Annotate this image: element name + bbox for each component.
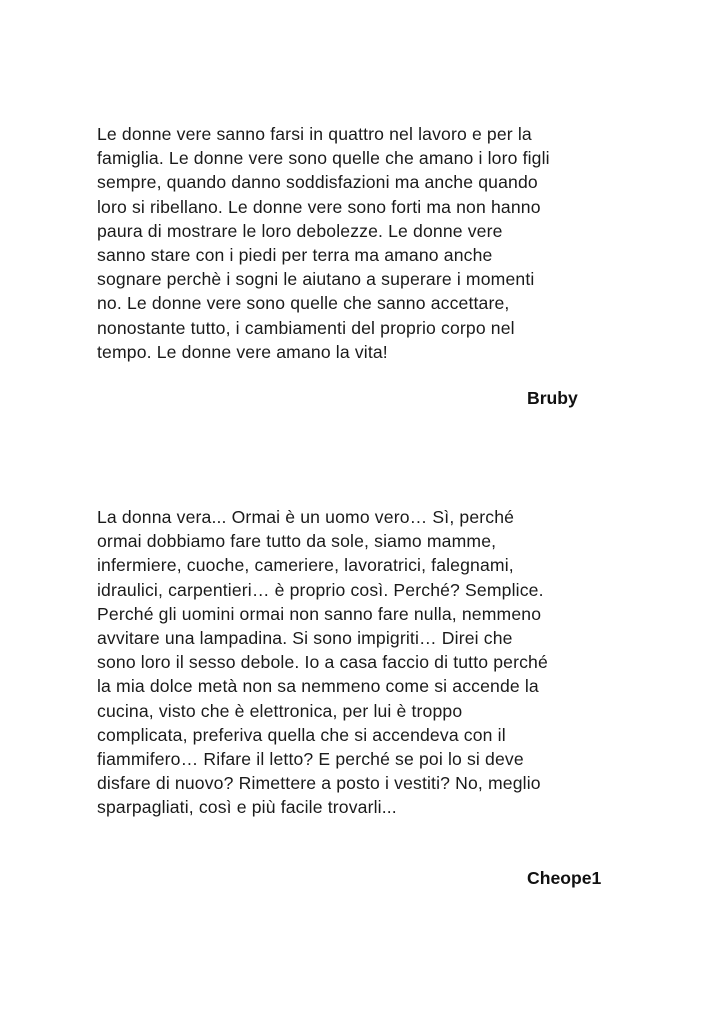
text-line: la mia dolce metà non sa nemmeno come si accende la: [97, 676, 539, 697]
text-line: loro si ribellano. Le donne vere sono forti ma non hanno: [97, 196, 541, 217]
text-line: fiammifero… Rifare il letto? E perché se poi lo si deve: [97, 749, 524, 770]
text-line: nonostante tutto, i cambiamenti del proprio corpo nel: [97, 317, 515, 338]
text-line: sanno stare con i piedi per terra ma amano anche: [97, 245, 493, 266]
text-line: La donna vera... Ormai è un uomo vero… Sì, perché: [97, 507, 515, 527]
text-line: infermiere, cuoche, cameriere, lavoratrici, falegnami,: [97, 555, 514, 576]
text-line: avvitare una lampadina. Si sono impigriti… Direi che: [97, 628, 513, 649]
paragraph-la-donna-vera: [97, 505, 657, 820]
text-line: famiglia. Le donne vere sono quelle che amano i loro figli: [97, 148, 550, 169]
text-line: idraulici, carpentieri… è proprio così. Perché? Semplice.: [97, 579, 544, 600]
text-line: sono loro il sesso debole. Io a casa faccio di tutto perché: [97, 652, 548, 673]
text-line: sparpagliati, così e più facile trovarli...: [97, 797, 397, 818]
text-line: ormai dobbiamo fare tutto da sole, siamo mamme,: [97, 531, 497, 552]
text-line: sempre, quando danno soddisfazioni ma anche quando: [97, 172, 538, 193]
paragraph-le-donne-vere: [97, 122, 657, 364]
text-line: Le donne vere sanno farsi in quattro nel lavoro e per la: [97, 124, 532, 144]
author-signature-bruby: Bruby: [527, 388, 578, 408]
text-line: Perché gli uomini ormai non sanno fare nulla, nemmeno: [97, 603, 542, 624]
text-line: tempo. Le donne vere amano la vita!: [97, 341, 388, 362]
text-line: complicata, preferiva quella che si accendeva con il: [97, 724, 506, 745]
text-line: no. Le donne vere sono quelle che sanno accettare,: [97, 293, 510, 314]
text-line: paura di mostrare le loro debolezze. Le donne vere: [97, 220, 503, 241]
text-line: disfare di nuovo? Rimettere a posto i vestiti? No, meglio: [97, 773, 541, 794]
text-line: sognare perchè i sogni le aiutano a superare i momenti: [97, 269, 535, 290]
author-signature-cheope1: Cheope1: [527, 868, 602, 888]
text-line: cucina, visto che è elettronica, per lui è troppo: [97, 700, 463, 721]
